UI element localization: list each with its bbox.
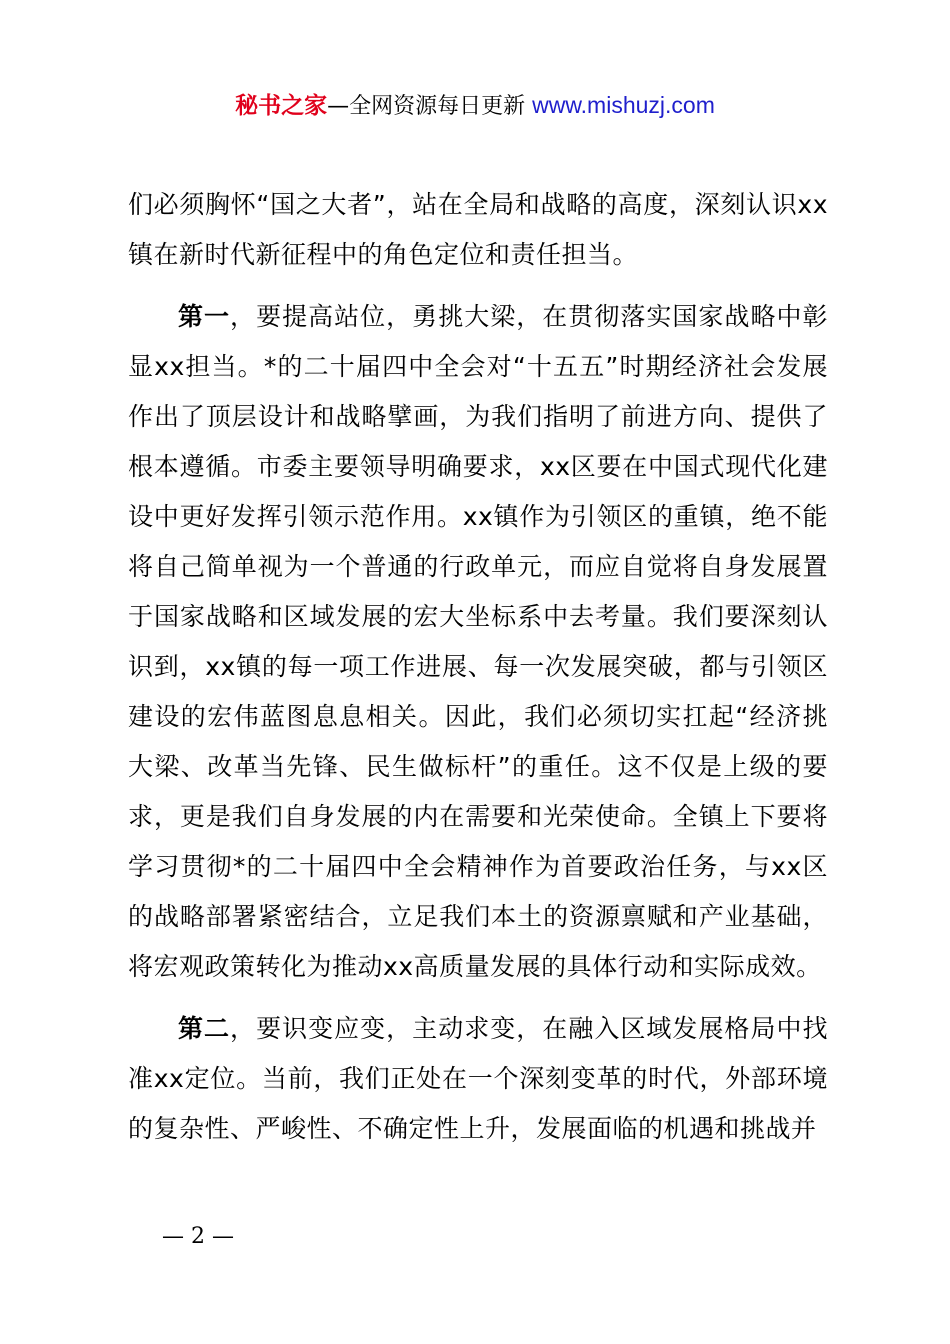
site-header — [0, 88, 950, 124]
page-number: — 2 — — [162, 1224, 234, 1249]
site-url-link[interactable]: www.mishuzj.com — [532, 92, 715, 118]
document-body — [128, 180, 828, 1154]
paragraph-text: 们必须胸怀“国之大者”，站在全局和战略的高度，深刻认识xx镇在新时代新征程中的角色定位和责任担当。 — [128, 190, 828, 269]
paragraph-text: ，要提高站位，勇挑大梁，在贯彻落实国家战略中彰显xx担当。*的二十届四中全会对“十五五”时期经济社会发展作出了顶层设计和战略擘画，为我们指明了前进方向、提供了根本遵循。市委主要领导明确要求，xx区要在中国式现代化建设中更好发挥引领示范作用。xx镇作为引领区的重镇，绝不能将自己简单视为一个普通的行政单元，而应自觉将自身发展置于国家战略和区域发展的宏大坐标系中去考量。我们要深刻认识到，xx镇的每一项工作进展、每一次发展突破，都与引领区建设的宏伟蓝图息息相关。因此，我们必须切实扛起“经济挑大梁、改革当先锋、民生做标杆”的重任。这不仅是上级的要求，更是我们自身发展的内在需要和光荣使命。全镇上下要将学习贯彻*的二十届四中全会精神作为首要政治任务，与xx区的战略部署紧密结合，立足我们本土的资源禀赋和产业基础，将宏观政策转化为推动xx高质量发展的具体行动和实际成效。 — [128, 302, 828, 981]
paragraph-first-point — [128, 292, 828, 992]
paragraph-text: ，要识变应变，主动求变，在融入区域发展格局中找准xx定位。当前，我们正处在一个深刻变革的时代，外部环境的复杂性、严峻性、不确定性上升，发展面临的机遇和挑战并 — [128, 1014, 828, 1143]
site-brand: 秘书之家 — [235, 93, 328, 119]
paragraph-lead: 第一 — [178, 302, 231, 331]
site-slogan: —全网资源每日更新 — [327, 94, 533, 119]
paragraph-continuation — [128, 180, 828, 280]
paragraph-lead: 第二 — [178, 1014, 231, 1043]
paragraph-second-point — [128, 1004, 828, 1154]
